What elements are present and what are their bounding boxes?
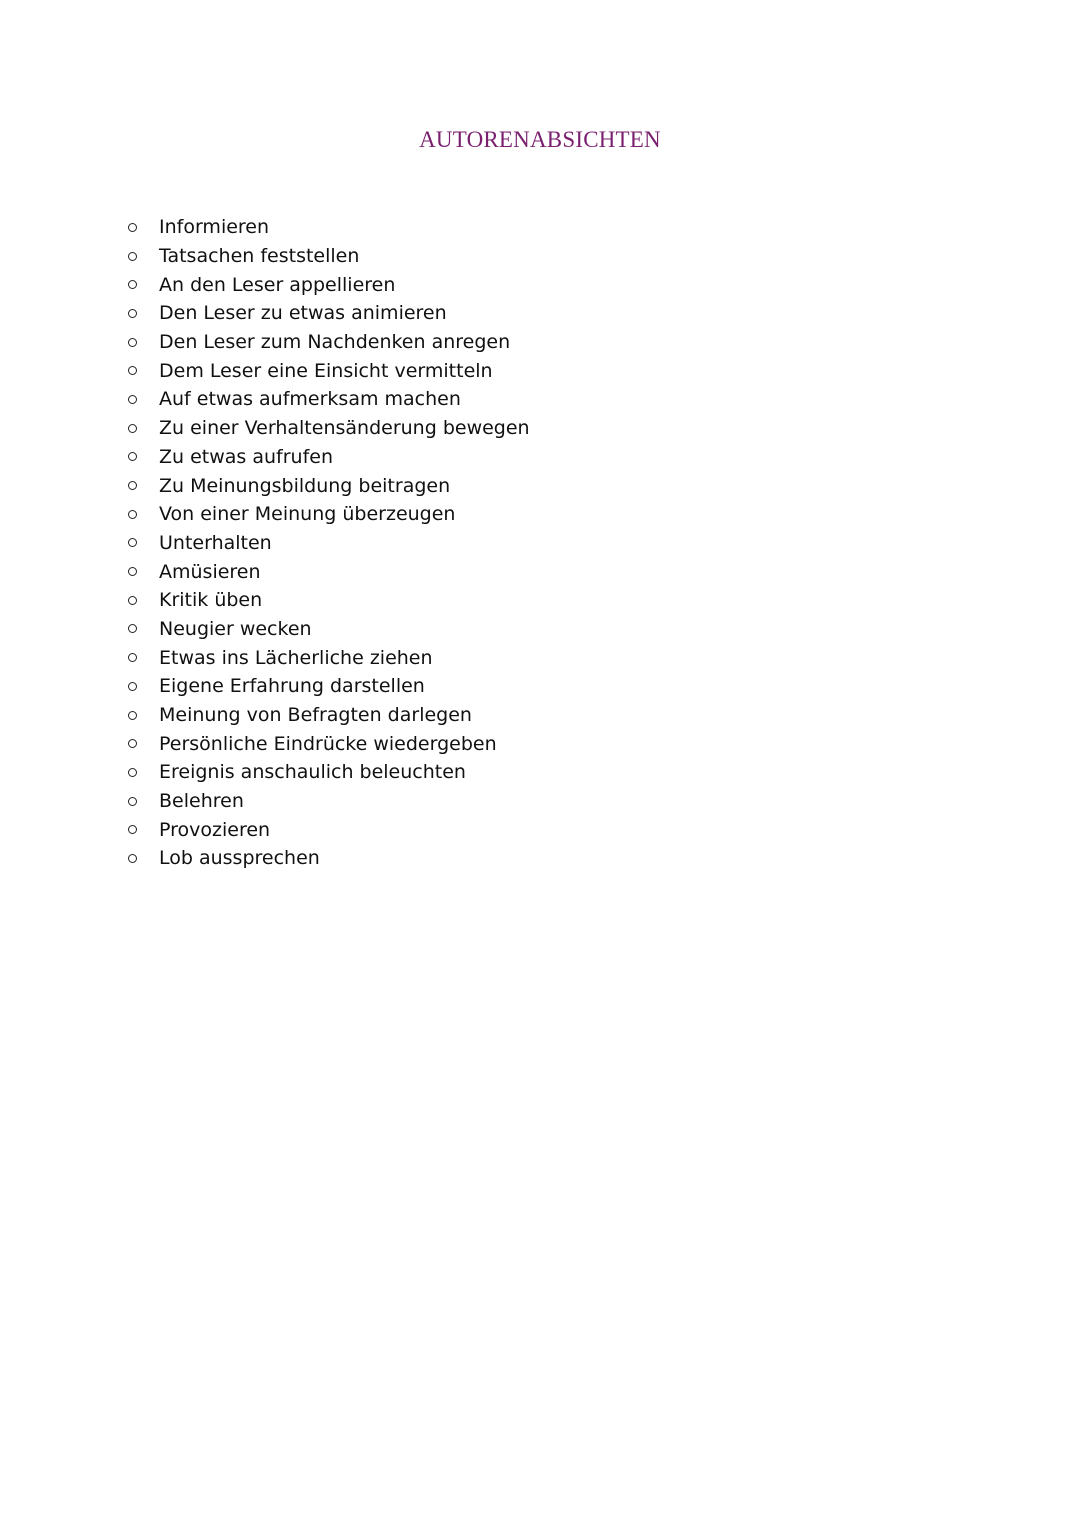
list-item [126, 844, 530, 873]
circle-bullet-icon [128, 797, 137, 806]
list-item [126, 356, 530, 385]
list-item [126, 213, 530, 242]
list-item-text: Von einer Meinung überzeugen [159, 503, 456, 526]
list-item [126, 270, 530, 299]
page-title: AUTORENABSICHTEN [419, 127, 661, 152]
list-item [126, 557, 530, 586]
list-item-text: Zu Meinungsbildung beitragen [159, 474, 451, 497]
circle-bullet-icon [128, 223, 137, 232]
circle-bullet-icon [128, 252, 137, 261]
circle-bullet-icon [128, 854, 137, 863]
list-item-text: Ereignis anschaulich beleuchten [159, 761, 466, 784]
list-item-text: Zu etwas aufrufen [159, 445, 334, 468]
list-item-text: Persönliche Eindrücke wiedergeben [159, 732, 497, 755]
circle-bullet-icon [128, 567, 137, 576]
list-item-text: Etwas ins Lächerliche ziehen [159, 646, 433, 669]
list-item-text: Informieren [159, 216, 270, 239]
circle-bullet-icon [128, 338, 137, 347]
list-item-text: Lob aussprechen [159, 847, 320, 870]
list-item-text: Den Leser zu etwas animieren [159, 302, 447, 325]
list-item-text: Dem Leser eine Einsicht vermitteln [159, 359, 493, 382]
circle-bullet-icon [128, 481, 137, 490]
list-item [126, 729, 530, 758]
circle-bullet-icon [128, 624, 137, 633]
circle-bullet-icon [128, 452, 137, 461]
list-item-text: Zu einer Verhaltensänderung bewegen [159, 417, 530, 440]
circle-bullet-icon [128, 739, 137, 748]
list-item [126, 385, 530, 414]
list-item-text: Belehren [159, 790, 244, 813]
list-item-text: Kritik üben [159, 589, 263, 612]
author-intent-list [126, 213, 530, 873]
list-item-text: Eigene Erfahrung darstellen [159, 675, 425, 698]
list-item [126, 328, 530, 357]
list-item-text: Neugier wecken [159, 617, 312, 640]
list-item [126, 643, 530, 672]
circle-bullet-icon [128, 424, 137, 433]
list-item [126, 815, 530, 844]
list-item-text: Auf etwas aufmerksam machen [159, 388, 461, 411]
list-item-text: Amüsieren [159, 560, 261, 583]
circle-bullet-icon [128, 309, 137, 318]
list-item-text: An den Leser appellieren [159, 273, 396, 296]
circle-bullet-icon [128, 366, 137, 375]
list-item-text: Den Leser zum Nachdenken anregen [159, 331, 511, 354]
circle-bullet-icon [128, 768, 137, 777]
circle-bullet-icon [128, 825, 137, 834]
list-item [126, 787, 530, 816]
list-item-text: Meinung von Befragten darlegen [159, 704, 472, 727]
circle-bullet-icon [128, 538, 137, 547]
list-item [126, 242, 530, 271]
list-item [126, 701, 530, 730]
list-item-text: Tatsachen feststellen [159, 245, 360, 268]
list-item [126, 500, 530, 529]
list-item [126, 586, 530, 615]
list-item [126, 443, 530, 472]
circle-bullet-icon [128, 711, 137, 720]
circle-bullet-icon [128, 395, 137, 404]
list-item [126, 758, 530, 787]
circle-bullet-icon [128, 682, 137, 691]
list-item [126, 414, 530, 443]
circle-bullet-icon [128, 280, 137, 289]
list-item [126, 672, 530, 701]
list-item-text: Unterhalten [159, 531, 272, 554]
circle-bullet-icon [128, 596, 137, 605]
list-item [126, 299, 530, 328]
circle-bullet-icon [128, 653, 137, 662]
circle-bullet-icon [128, 510, 137, 519]
list-item [126, 471, 530, 500]
list-item [126, 529, 530, 558]
list-item-text: Provozieren [159, 818, 271, 841]
list-item [126, 615, 530, 644]
